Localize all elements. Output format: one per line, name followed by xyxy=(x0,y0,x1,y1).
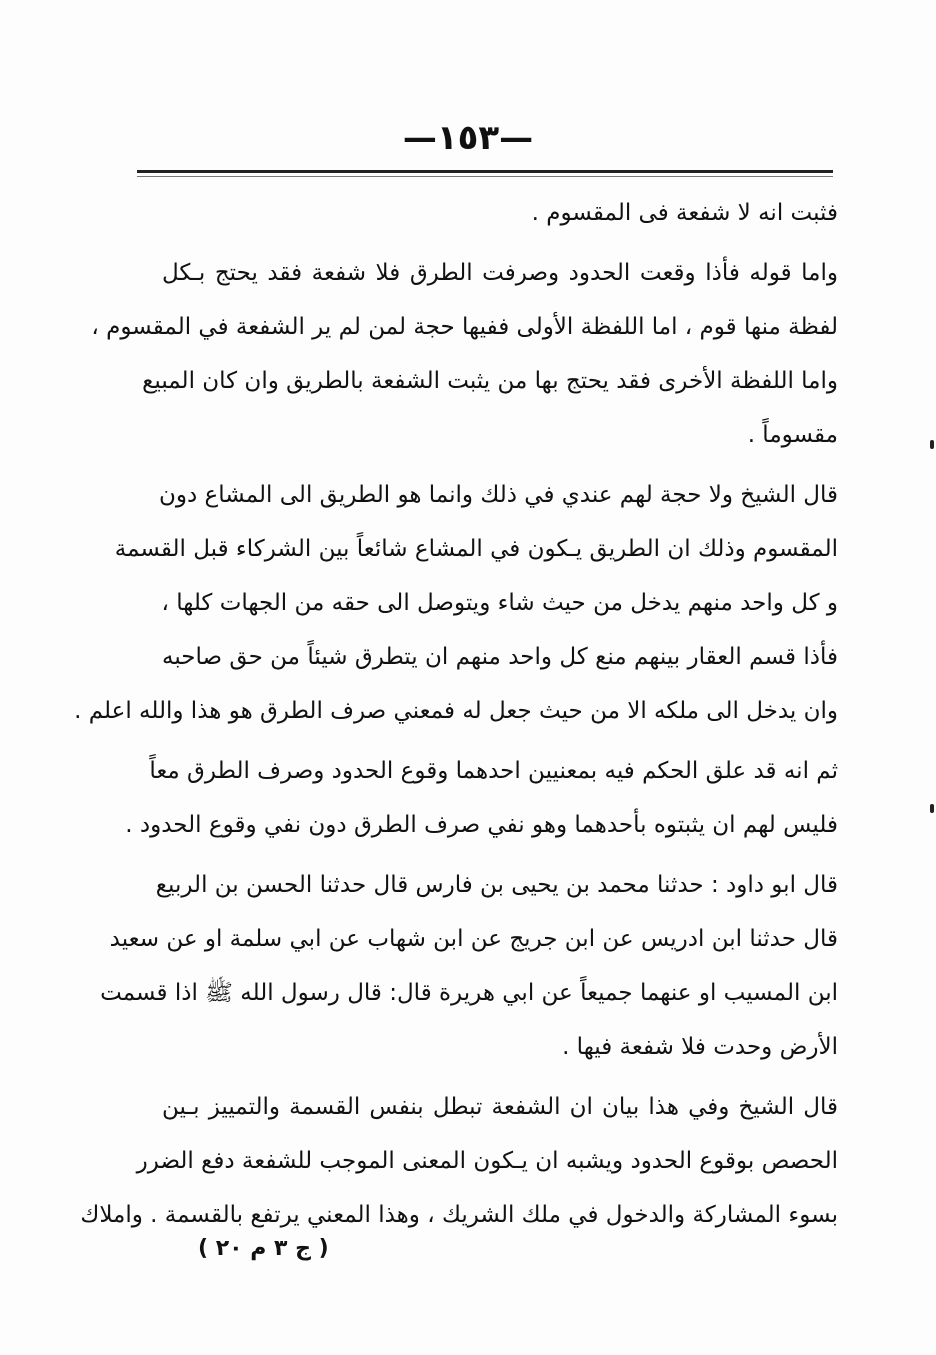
header-rule-thin xyxy=(137,176,833,177)
header-rule xyxy=(137,170,833,173)
text-line: قال الشيخ وفي هذا بيان ان الشفعة تبطل بنفس القسمة والتمييز بـين xyxy=(162,1094,838,1120)
paragraph-4 xyxy=(125,744,838,852)
text-line: قال ابو داود : حدثنا محمد بن يحيى بن فارس قال حدثنا الحسن بن الربيع xyxy=(155,872,838,898)
body-text xyxy=(74,186,838,1242)
paragraph-5 xyxy=(100,858,838,1074)
text-line: مقسوماً . xyxy=(747,422,838,448)
text-line: المقسوم وذلك ان الطريق يـكون في المشاع شائعاً بين الشركاء قبل القسمة xyxy=(114,536,838,562)
text-line: فأذا قسم العقار بينهم منع كل واحد منهم ان يتطرق شيئاً من حق صاحبه xyxy=(162,644,838,670)
signature-mark: ( ج ٣ م ٢٠ ) xyxy=(198,1236,329,1261)
text-line: واما اللفظة الأخرى فقد يحتج بها من يثبت الشفعة بالطريق وان كان المبيع xyxy=(142,368,838,394)
text-line: الأرض وحدت فلا شفعة فيها . xyxy=(562,1034,838,1060)
text-line: واما قوله فأذا وقعت الحدود وصرفت الطرق فلا شفعة فقد يحتج بـكل xyxy=(162,260,838,286)
text-line: و كل واحد منهم يدخل من حيث شاء ويتوصل الى حقه من الجهات كلها ، xyxy=(161,590,838,616)
text-line: الحصص بوقوع الحدود ويشبه ان يـكون المعنى الموجب للشفعة دفع الضرر xyxy=(136,1148,838,1174)
text-line: ابن المسيب او عنهما جميعاً عن ابي هريرة قال: قال رسول الله ﷺ اذا قسمت xyxy=(100,980,838,1006)
text-line: فثبت انه لا شفعة فى المقسوم . xyxy=(531,200,838,226)
margin-mark xyxy=(930,804,934,813)
paragraph-1 xyxy=(162,186,838,240)
text-line: فليس لهم ان يثبتوه بأحدهما وهو نفي صرف الطرق دون نفي وقوع الحدود . xyxy=(125,812,838,838)
paragraph-6 xyxy=(80,1080,838,1242)
text-line: قال حدثنا ابن ادريس عن ابن جريج عن ابن شهاب عن ابي سلمة او عن سعيد xyxy=(109,926,838,952)
page-number: —١٥٣— xyxy=(402,118,534,158)
text-line: ثم انه قد علق الحكم فيه بمعنيين احدهما وقوع الحدود وصرف الطرق معاً xyxy=(149,758,838,784)
text-line: وان يدخل الى ملكه الا من حيث جعل له فمعني صرف الطرق هو هذا والله اعلم . xyxy=(74,698,838,724)
text-line: قال الشيخ ولا حجة لهم عندي في ذلك وانما هو الطريق الى المشاع دون xyxy=(158,482,838,508)
margin-mark xyxy=(930,440,934,449)
paragraph-2 xyxy=(91,246,838,462)
text-line: بسوء المشاركة والدخول في ملك الشريك ، وهذا المعني يرتفع بالقسمة . واملاك xyxy=(80,1202,838,1228)
paragraph-3 xyxy=(74,468,838,738)
text-line: لفظة منها قوم ، اما اللفظة الأولى ففيها حجة لمن لم ير الشفعة في المقسوم ، xyxy=(91,314,838,340)
